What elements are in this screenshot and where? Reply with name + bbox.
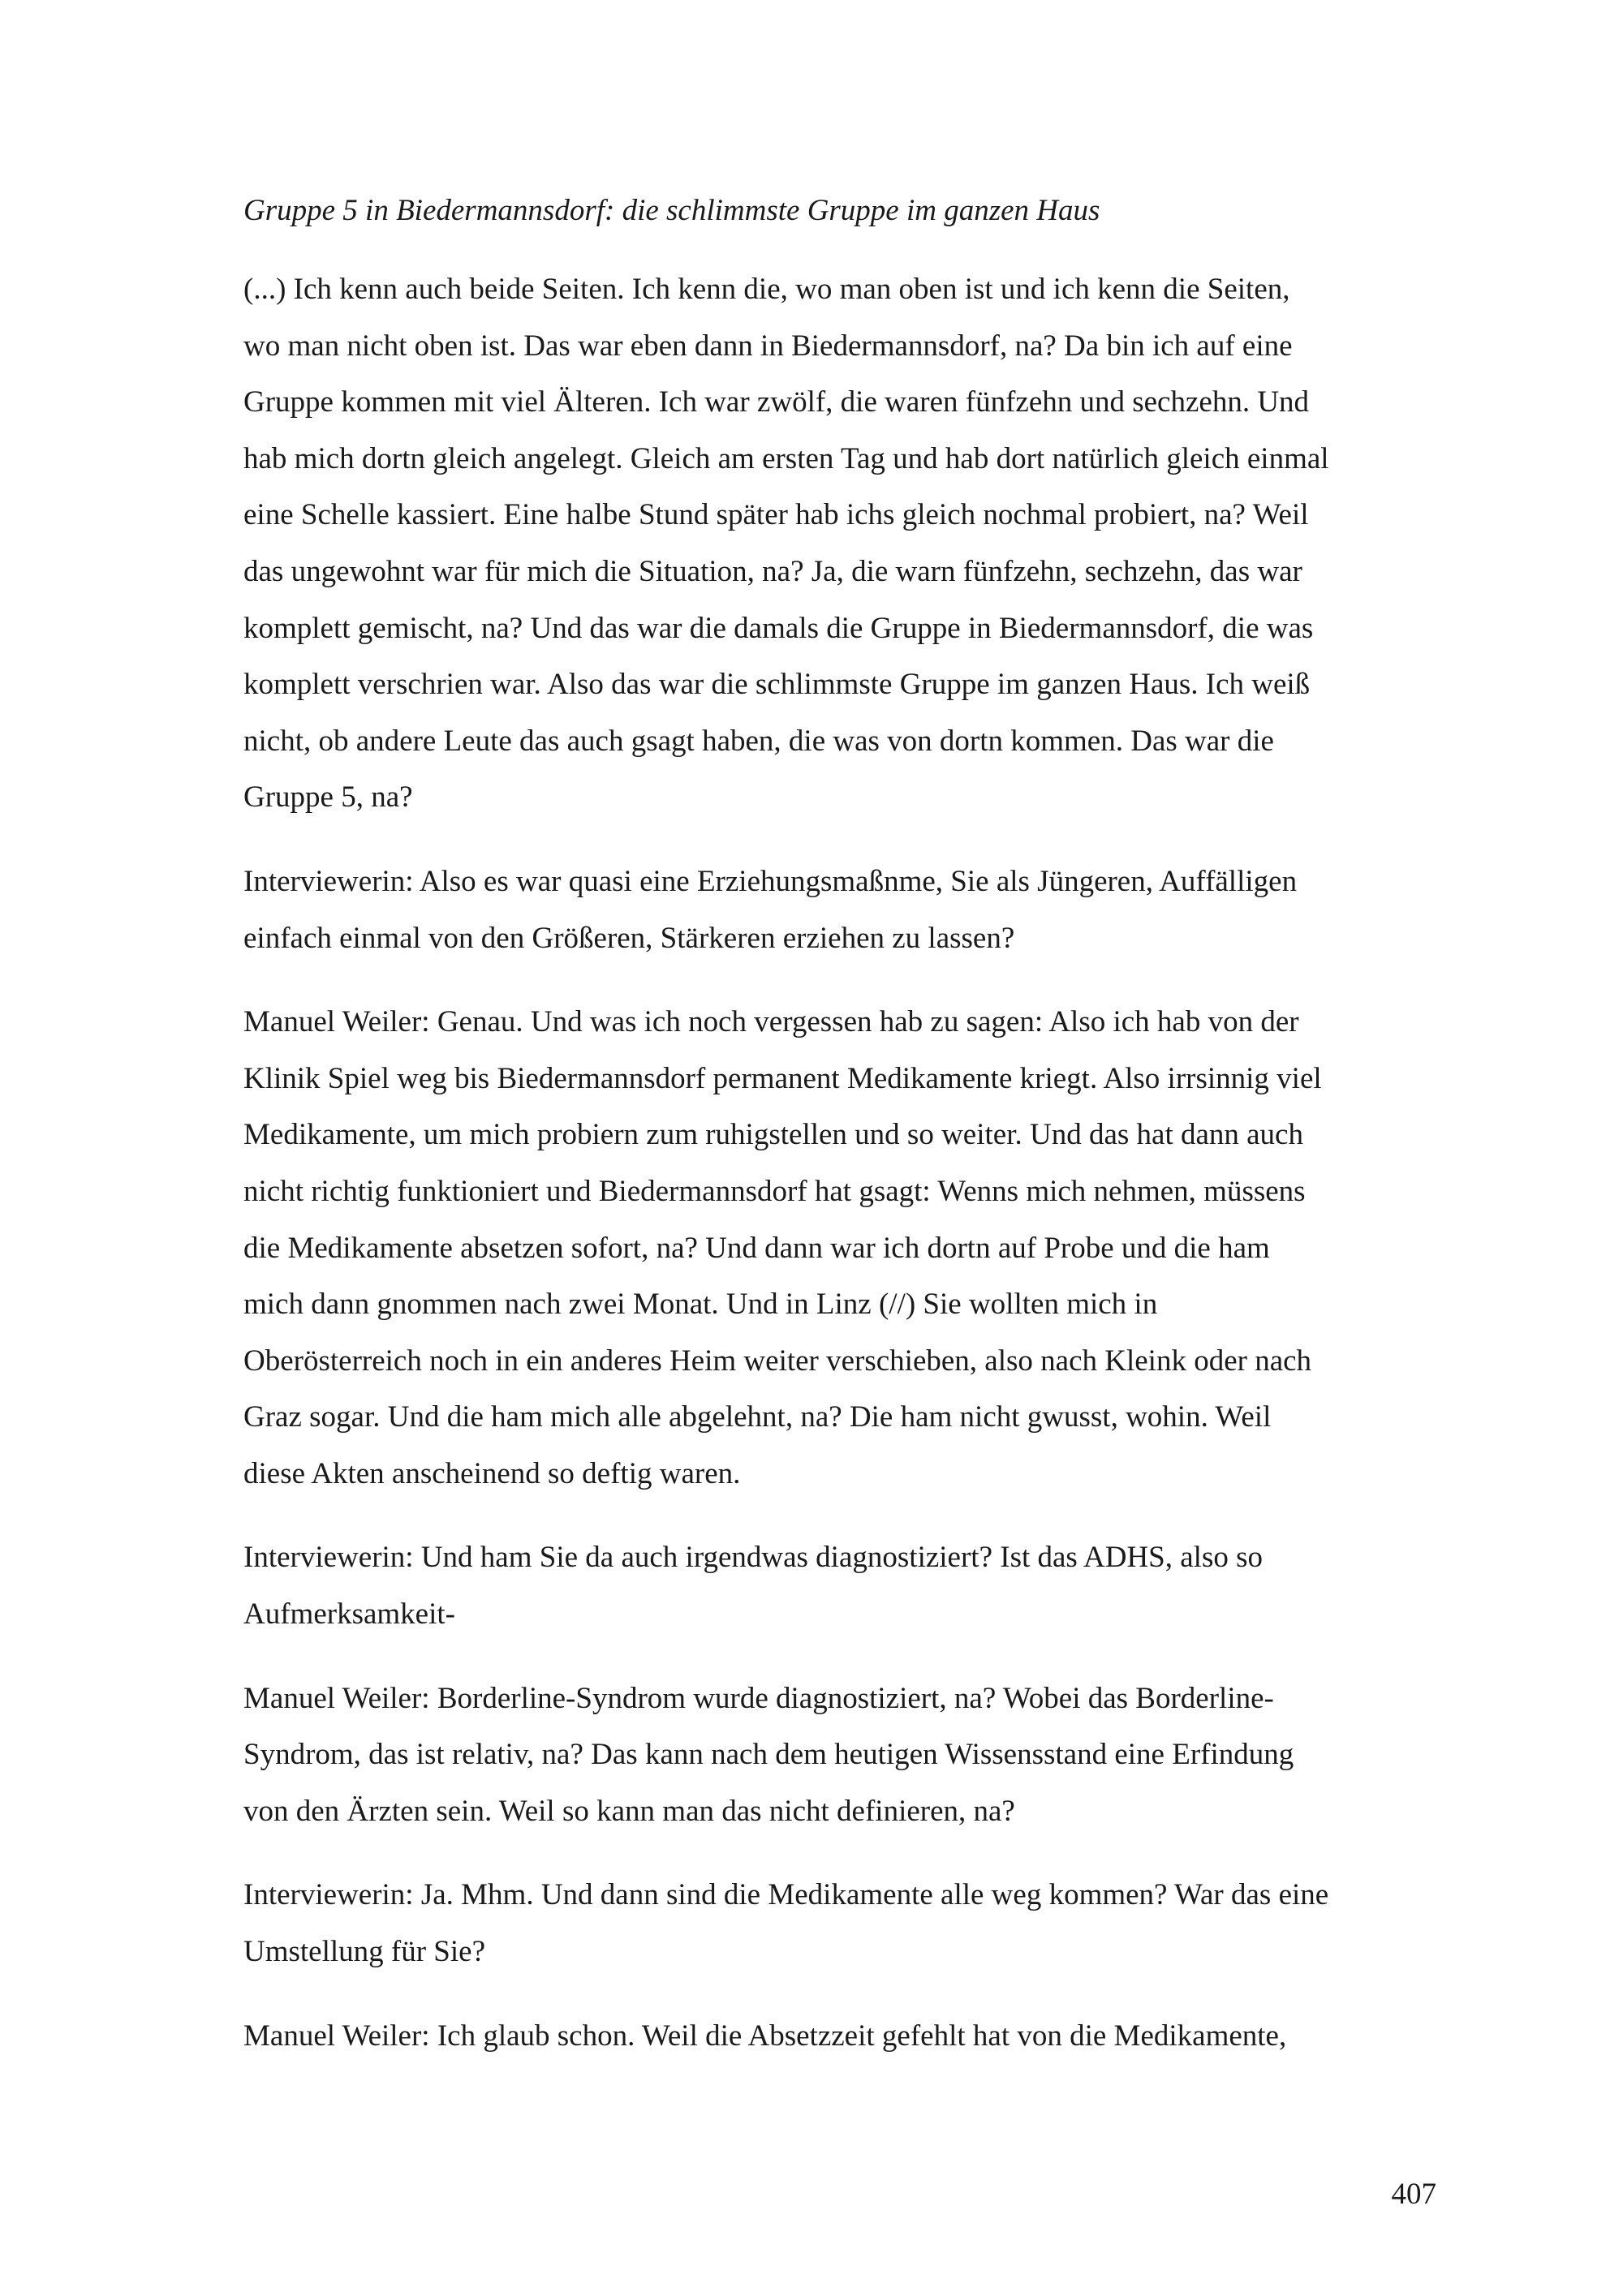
text-line: Gruppe kommen mit viel Älteren. Ich war zwölf, die waren fünfzehn und sechzehn. Und <box>243 385 1310 419</box>
text-line: Klinik Spiel weg bis Biedermannsdorf permanent Medikamente kriegt. Also irrsinnig viel <box>243 1061 1322 1095</box>
page-number: 407 <box>1391 2178 1436 2211</box>
text-line: Aufmerksamkeit- <box>243 1597 455 1632</box>
text-line: Oberösterreich noch in ein anderes Heim weiter verschieben, also nach Kleink oder nach <box>243 1344 1312 1378</box>
text-line: komplett verschrien war. Also das war die schlimmste Gruppe im ganzen Haus. Ich weiß <box>243 668 1311 702</box>
paragraph-3 <box>243 994 1444 1502</box>
text-line: nicht richtig funktioniert und Biedermannsdorf hat gsagt: Wenns mich nehmen, müssens <box>243 1174 1306 1208</box>
text-line: Manuel Weiler: Genau. Und was ich noch vergessen hab zu sagen: Also ich hab von der <box>243 1005 1299 1039</box>
paragraph-6 <box>243 1867 1444 1980</box>
text-line: einfach einmal von den Größeren, Stärkeren erziehen zu lassen? <box>243 921 1015 955</box>
text-line: von den Ärzten sein. Weil so kann man das nicht definieren, na? <box>243 1794 1015 1828</box>
paragraph-4 <box>243 1529 1444 1642</box>
paragraph-7 <box>243 2008 1444 2065</box>
text-line: Interviewerin: Ja. Mhm. Und dann sind die Medikamente alle weg kommen? War das eine <box>243 1878 1329 1912</box>
text-line: Manuel Weiler: Borderline-Syndrom wurde diagnostiziert, na? Wobei das Borderline- <box>243 1681 1274 1715</box>
text-line: eine Schelle kassiert. Eine halbe Stund später hab ichs gleich nochmal probiert, na? Weil <box>243 498 1309 532</box>
text-line: Umstellung für Sie? <box>243 1935 486 1969</box>
text-line: Medikamente, um mich probiern zum ruhigstellen und so weiter. Und das hat dann auch <box>243 1118 1303 1152</box>
text-line: wo man nicht oben ist. Das war eben dann in Biedermannsdorf, na? Da bin ich auf eine <box>243 329 1293 363</box>
paragraph-5 <box>243 1670 1444 1840</box>
text-line: Gruppe 5, na? <box>243 780 413 815</box>
text-line: Interviewerin: Also es war quasi eine Erziehungsmaßnme, Sie als Jüngeren, Auffälligen <box>243 864 1298 898</box>
text-line: Interviewerin: Und ham Sie da auch irgendwas diagnostiziert? Ist das ADHS, also so <box>243 1541 1264 1575</box>
text-line: die Medikamente absetzen sofort, na? Und dann war ich dortn auf Probe und die ham <box>243 1231 1270 1265</box>
text-line: Graz sogar. Und die ham mich alle abgelehnt, na? Die ham nicht gwusst, wohin. Weil <box>243 1400 1272 1434</box>
text-line: mich dann gnommen nach zwei Monat. Und in Linz (//) Sie wollten mich in <box>243 1288 1158 1322</box>
document-page <box>243 188 1444 2092</box>
text-line: komplett gemischt, na? Und das war die damals die Gruppe in Biedermannsdorf, die was <box>243 611 1314 645</box>
text-line: (...) Ich kenn auch beide Seiten. Ich kenn die, wo man oben ist und ich kenn die Seiten, <box>243 273 1290 306</box>
text-line: Manuel Weiler: Ich glaub schon. Weil die Absetzzeit gefehlt hat von die Medikamente, <box>243 2019 1287 2053</box>
text-line: das ungewohnt war für mich die Situation, na? Ja, die warn fünfzehn, sechzehn, das war <box>243 554 1302 588</box>
text-line: Syndrom, das ist relativ, na? Das kann nach dem heutigen Wissensstand eine Erfindung <box>243 1738 1294 1772</box>
text-line: nicht, ob andere Leute das auch gsagt haben, die was von dortn kommen. Das war die <box>243 724 1274 758</box>
paragraph-1 <box>243 261 1444 826</box>
section-heading: Gruppe 5 in Biedermannsdorf: die schlimmste Gruppe im ganzen Haus <box>243 194 1100 227</box>
paragraph-2 <box>243 853 1444 966</box>
text-line: hab mich dortn gleich angelegt. Gleich am ersten Tag und hab dort natürlich gleich einmal <box>243 441 1329 475</box>
text-line: diese Akten anscheinend so deftig waren. <box>243 1456 741 1490</box>
